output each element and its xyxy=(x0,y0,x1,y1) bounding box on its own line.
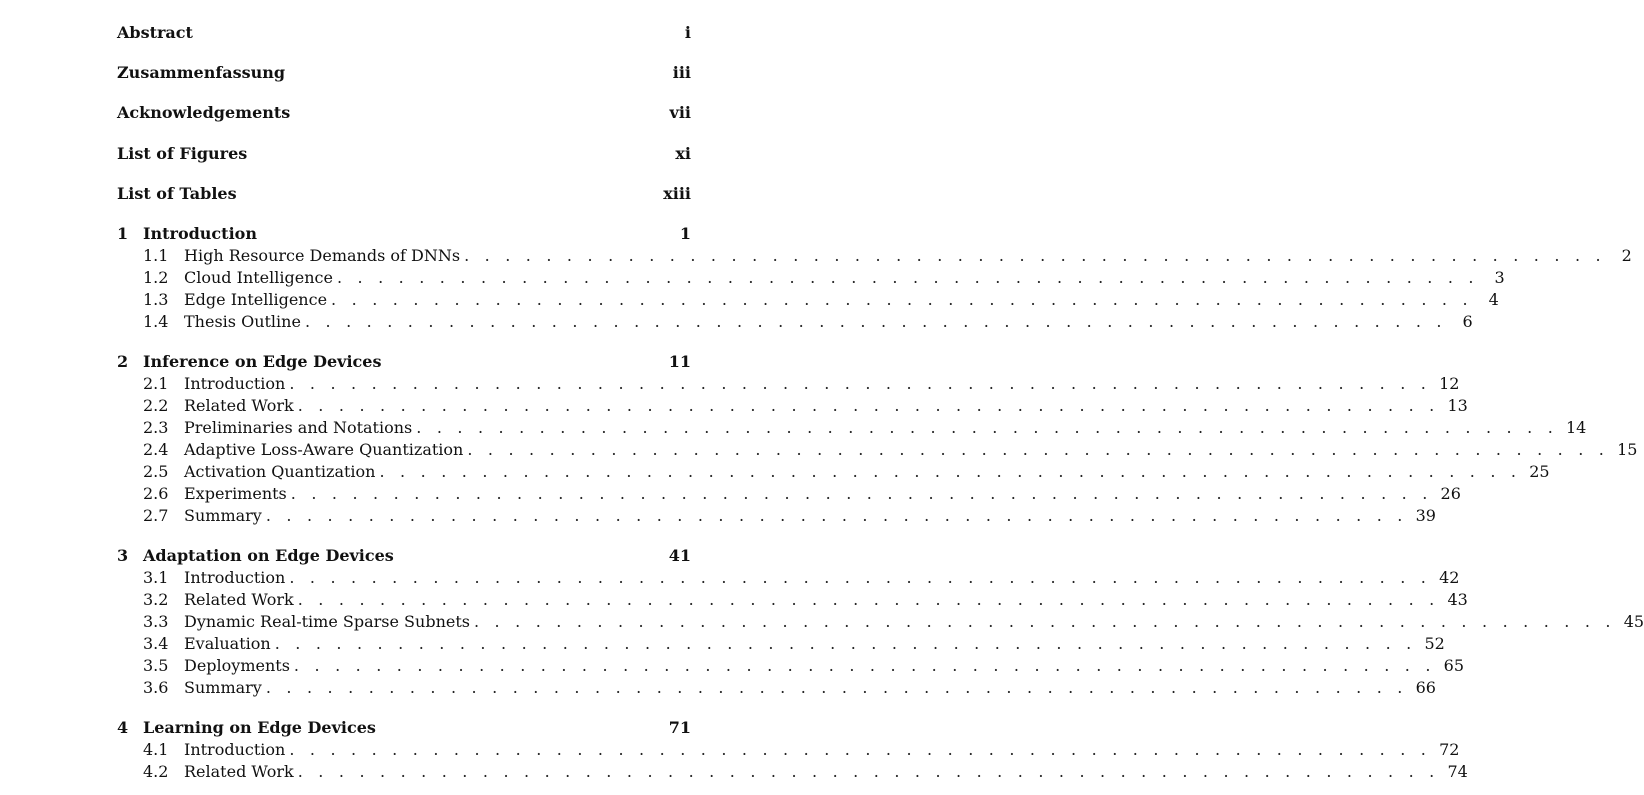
chapter-heading[interactable] xyxy=(117,718,691,740)
section-entry[interactable] xyxy=(117,505,1436,528)
section-number: 1.4 xyxy=(143,311,169,331)
toc-entry-title: List of Figures xyxy=(117,143,248,163)
section-entry[interactable] xyxy=(117,655,1465,678)
section-entry[interactable] xyxy=(117,483,1461,506)
dot-leader: . . . . . . . . . . . . . . . . . . . . . . . . . . . . . . . . . . . . . . . . . . . . . . . . . . . . . . . . xyxy=(289,739,1432,759)
section-entry[interactable] xyxy=(117,289,1499,312)
section-page: 66 xyxy=(1415,677,1436,697)
chapter-4 xyxy=(117,717,1468,784)
section-title: Evaluation xyxy=(184,633,271,653)
chapter-3 xyxy=(117,545,1644,700)
section-title: Summary xyxy=(184,677,262,697)
chapter-number: 1 xyxy=(117,223,129,243)
section-number: 3.4 xyxy=(143,633,169,653)
toc-entry-page: xiii xyxy=(663,183,691,203)
dot-leader: . . . . . . . . . . . . . . . . . . . . . . . . . . . . . . . . . . . . . . . . . . . . . . . . . . . . . . . . xyxy=(297,761,1440,781)
section-page: 39 xyxy=(1415,505,1436,525)
toc-entry-page: i xyxy=(684,23,691,42)
chapter-title: Introduction xyxy=(143,223,257,243)
chapter-title: Inference on Edge Devices xyxy=(143,351,382,371)
chapter-heading[interactable] xyxy=(117,352,691,374)
section-number: 1.2 xyxy=(143,267,169,287)
chapter-page: 71 xyxy=(668,717,691,737)
section-number: 2.4 xyxy=(143,439,169,459)
section-entry[interactable] xyxy=(117,395,1468,418)
section-title: Related Work xyxy=(184,761,294,781)
section-title: Introduction xyxy=(184,739,286,759)
section-number: 4.2 xyxy=(143,761,169,781)
toc-entry-list-of-tables[interactable] xyxy=(117,184,691,224)
dot-leader: . . . . . . . . . . . . . . . . . . . . . . . . . . . . . . . . . . . . . . . . . . . . . . . . . . . . . . . . xyxy=(473,611,1616,631)
section-page: 3 xyxy=(1494,267,1505,287)
toc-entry-list-of-figures[interactable] xyxy=(117,144,691,184)
section-number: 3.3 xyxy=(143,611,169,631)
dot-leader: . . . . . . . . . . . . . . . . . . . . . . . . . . . . . . . . . . . . . . . . . . . . . . . . . . . . . . . . xyxy=(464,245,1606,265)
section-number: 1.1 xyxy=(143,245,169,265)
section-number: 2.3 xyxy=(143,417,169,437)
section-number: 3.2 xyxy=(143,589,169,609)
section-page: 25 xyxy=(1529,461,1550,481)
section-page: 72 xyxy=(1439,739,1460,759)
section-page: 14 xyxy=(1566,417,1587,437)
section-entry[interactable] xyxy=(117,761,1468,784)
dot-leader: . . . . . . . . . . . . . . . . . . . . . . . . . . . . . . . . . . . . . . . . . . . . . . . . . . . . . . . . xyxy=(416,417,1558,437)
toc-entry-zusammenfassung[interactable] xyxy=(117,63,691,103)
section-number: 2.7 xyxy=(143,505,169,525)
section-title: Introduction xyxy=(184,373,286,393)
section-title: Deployments xyxy=(184,655,290,675)
dot-leader: . . . . . . . . . . . . . . . . . . . . . . . . . . . . . . . . . . . . . . . . . . . . . . . . . . . . . . . . xyxy=(274,633,1417,653)
dot-leader: . . . . . . . . . . . . . . . . . . . . . . . . . . . . . . . . . . . . . . . . . . . . . . . . . . . . . . . . xyxy=(297,395,1440,415)
section-page: 13 xyxy=(1447,395,1468,415)
section-entry[interactable] xyxy=(117,245,1632,268)
section-title: Edge Intelligence xyxy=(184,289,328,309)
section-number: 3.5 xyxy=(143,655,169,675)
section-number: 4.1 xyxy=(143,739,169,759)
dot-leader: . . . . . . . . . . . . . . . . . . . . . . . . . . . . . . . . . . . . . . . . . . . . . . . . . . . . . . . . xyxy=(297,589,1440,609)
chapter-heading[interactable] xyxy=(117,546,691,568)
toc-entry-page: xi xyxy=(675,143,691,163)
section-entry[interactable] xyxy=(117,461,1550,484)
chapter-page: 41 xyxy=(668,545,691,565)
section-entry[interactable] xyxy=(117,311,1473,334)
section-page: 2 xyxy=(1621,245,1632,265)
section-number: 1.3 xyxy=(143,289,169,309)
toc-entry-page: iii xyxy=(672,63,691,83)
section-page: 45 xyxy=(1623,611,1644,631)
chapter-title: Adaptation on Edge Devices xyxy=(143,545,394,565)
toc-entry-title: Zusammenfassung xyxy=(117,63,286,83)
section-page: 12 xyxy=(1439,373,1460,393)
toc-entry-acknowledgements[interactable] xyxy=(117,103,691,143)
section-number: 3.1 xyxy=(143,567,169,587)
dot-leader: . . . . . . . . . . . . . . . . . . . . . . . . . . . . . . . . . . . . . . . . . . . . . . . . . . . . . . . . xyxy=(336,267,1479,287)
section-entry[interactable] xyxy=(117,589,1468,612)
section-entry[interactable] xyxy=(117,417,1587,440)
dot-leader: . . . . . . . . . . . . . . . . . . . . . . . . . . . . . . . . . . . . . . . . . . . . . . . . . . . . . . . . xyxy=(467,439,1610,459)
section-page: 15 xyxy=(1617,439,1638,459)
section-number: 2.1 xyxy=(143,373,169,393)
section-entry[interactable] xyxy=(117,677,1436,700)
section-number: 3.6 xyxy=(143,677,169,697)
dot-leader: . . . . . . . . . . . . . . . . . . . . . . . . . . . . . . . . . . . . . . . . . . . . . . . . . . . . . . . . xyxy=(331,289,1473,309)
toc-entry-abstract[interactable] xyxy=(117,23,691,63)
section-entry[interactable] xyxy=(117,633,1445,656)
section-entry[interactable] xyxy=(117,267,1505,290)
chapter-number: 4 xyxy=(117,717,129,737)
dot-leader: . . . . . . . . . . . . . . . . . . . . . . . . . . . . . . . . . . . . . . . . . . . . . . . . . . . . . . . . xyxy=(304,311,1447,331)
section-page: 52 xyxy=(1424,633,1445,653)
section-entry[interactable] xyxy=(117,373,1460,396)
section-page: 6 xyxy=(1462,311,1473,331)
section-title: Related Work xyxy=(184,589,294,609)
dot-leader: . . . . . . . . . . . . . . . . . . . . . . . . . . . . . . . . . . . . . . . . . . . . . . . . . . . . . . . . xyxy=(265,505,1408,525)
section-title: Thesis Outline xyxy=(184,311,301,331)
toc-entry-page: vii xyxy=(669,103,691,123)
chapter-page: 1 xyxy=(679,223,691,243)
section-title: Adaptive Loss-Aware Quantization xyxy=(184,439,464,459)
chapter-number: 2 xyxy=(117,351,129,371)
toc-entry-title: Abstract xyxy=(117,23,193,42)
section-entry[interactable] xyxy=(117,567,1460,590)
chapter-title: Learning on Edge Devices xyxy=(143,717,376,737)
dot-leader: . . . . . . . . . . . . . . . . . . . . . . . . . . . . . . . . . . . . . . . . . . . . . . . . . . . . . . . . xyxy=(265,677,1408,697)
section-number: 2.2 xyxy=(143,395,169,415)
dot-leader: . . . . . . . . . . . . . . . . . . . . . . . . . . . . . . . . . . . . . . . . . . . . . . . . . . . . . . . . xyxy=(379,461,1522,481)
section-title: Summary xyxy=(184,505,262,525)
section-page: 4 xyxy=(1488,289,1499,309)
chapter-page: 11 xyxy=(668,351,691,371)
section-entry[interactable] xyxy=(117,739,1460,762)
dot-leader: . . . . . . . . . . . . . . . . . . . . . . . . . . . . . . . . . . . . . . . . . . . . . . . . . . . . . . . . xyxy=(289,567,1432,587)
section-entry[interactable] xyxy=(117,439,1638,462)
table-of-contents xyxy=(117,23,1644,784)
toc-entry-title: Acknowledgements xyxy=(117,103,291,123)
chapter-number: 3 xyxy=(117,545,129,565)
section-title: Preliminaries and Notations xyxy=(184,417,413,437)
section-title: Cloud Intelligence xyxy=(184,267,333,287)
dot-leader: . . . . . . . . . . . . . . . . . . . . . . . . . . . . . . . . . . . . . . . . . . . . . . . . . . . . . . . . xyxy=(293,655,1436,675)
section-title: Related Work xyxy=(184,395,294,415)
section-title: High Resource Demands of DNNs xyxy=(184,245,461,265)
chapter-1 xyxy=(117,223,1632,334)
dot-leader: . . . . . . . . . . . . . . . . . . . . . . . . . . . . . . . . . . . . . . . . . . . . . . . . . . . . . . . . xyxy=(289,373,1432,393)
section-page: 26 xyxy=(1440,483,1461,503)
section-page: 74 xyxy=(1447,761,1468,781)
section-number: 2.6 xyxy=(143,483,169,503)
section-number: 2.5 xyxy=(143,461,169,481)
section-title: Introduction xyxy=(184,567,286,587)
section-page: 42 xyxy=(1439,567,1460,587)
chapter-heading[interactable] xyxy=(117,224,691,246)
section-title: Activation Quantization xyxy=(184,461,376,481)
chapter-2 xyxy=(117,351,1638,528)
toc-entry-title: List of Tables xyxy=(117,183,237,203)
section-page: 43 xyxy=(1447,589,1468,609)
dot-leader: . . . . . . . . . . . . . . . . . . . . . . . . . . . . . . . . . . . . . . . . . . . . . . . . . . . . . . . . xyxy=(290,483,1433,503)
section-title: Dynamic Real-time Sparse Subnets xyxy=(184,611,470,631)
section-entry[interactable] xyxy=(117,611,1644,634)
section-title: Experiments xyxy=(184,483,287,503)
section-page: 65 xyxy=(1443,655,1465,675)
